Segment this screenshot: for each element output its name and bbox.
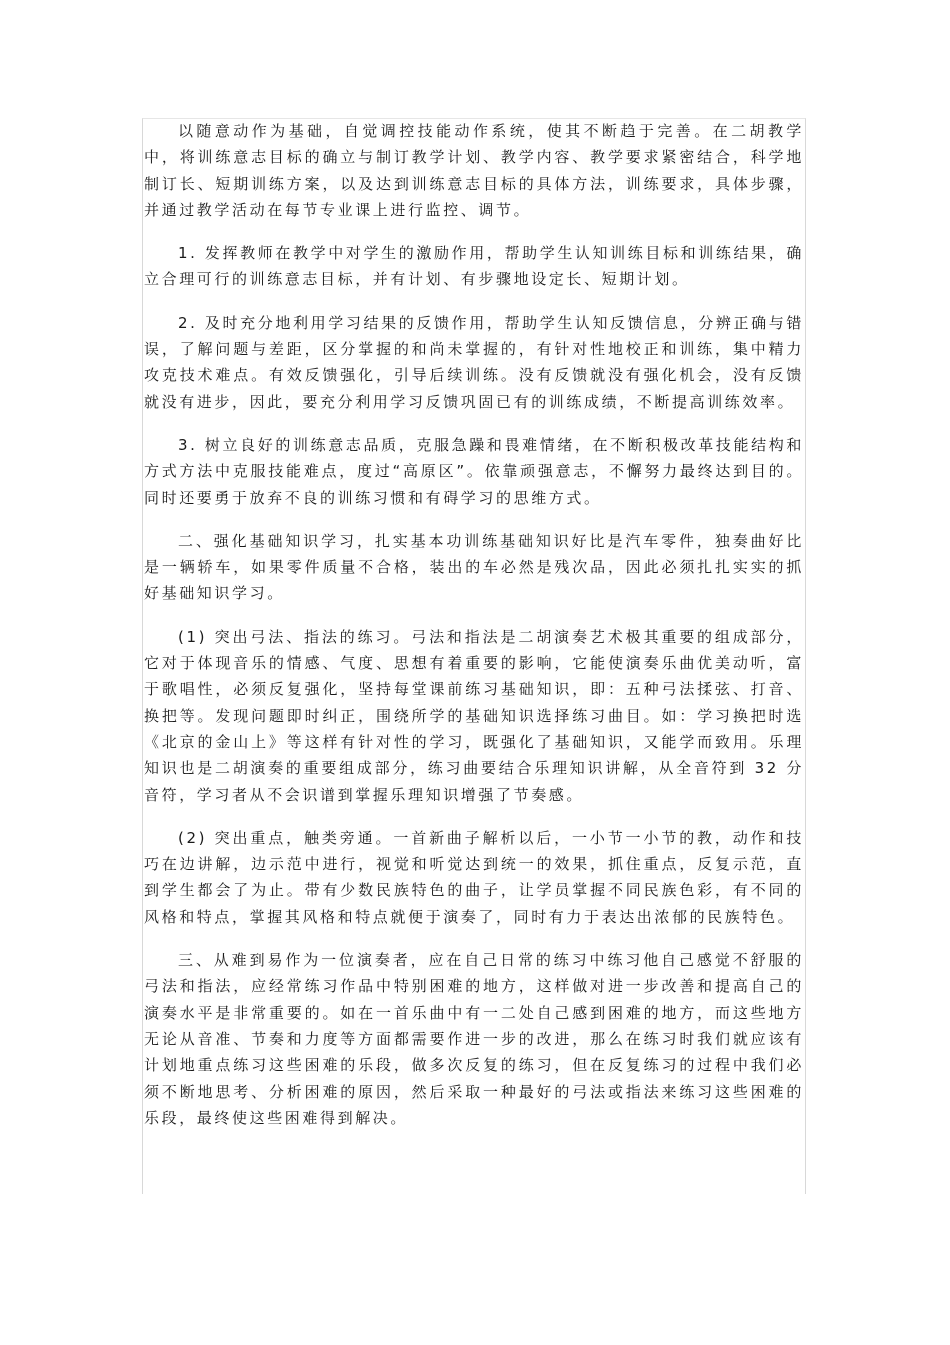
paragraph-gap — [144, 415, 804, 432]
paragraph-gap — [144, 511, 804, 528]
paragraph-gap — [144, 223, 804, 240]
paragraph-subpoint-2: (2) 突出重点，触类旁通。一首新曲子解析以后，一小节一小节的教，动作和技巧在边讲解，边示范中进行，视觉和听觉达到统一的效果，抓住重点，反复示范，直到学生都会了为止。带有少数民族特色的曲子，让学员掌握不同民族色彩，有不同的风格和特点，掌握其风格和特点就便于演奏了，同时有力于表达出浓郁的民族特色。 — [144, 828, 804, 926]
paragraph-gap — [144, 930, 804, 947]
paragraph-subpoint-1: (1) 突出弓法、指法的练习。弓法和指法是二胡演奏艺术极其重要的组成部分，它对于体现音乐的情感、气度、思想有着重要的影响，它能使演奏乐曲优美动听，富于歌唱性，必须反复强化，坚持每堂课前练习基础知识，即：五种弓法揉弦、打音、换把等。发现问题即时纠正，围绕所学的基础知识选择练习曲目。如：学习换把时选《北京的金山上》等这样有针对性的学习，既强化了基础知识，又能学而致用。乐理知识也是二胡演奏的重要组成部分，练习曲要结合乐理知识讲解，从全音符到 32 分音符，学习者从不会识谱到掌握乐理知识增强了节奏感。 — [144, 627, 804, 804]
paragraph-intro: 以随意动作为基础，自觉调控技能动作系统，使其不断趋于完善。在二胡教学中，将训练意志目标的确立与制订教学计划、教学内容、教学要求紧密结合，科学地制订长、短期训练方案，以及达到训练意志目标的具体方法，训练要求，具体步骤，并通过教学活动在每节专业课上进行监控、调节。 — [144, 122, 804, 219]
paragraph-section-3: 三、从难到易作为一位演奏者，应在自己日常的练习中练习他自己感觉不舒服的弓法和指法，应经常练习作品中特别困难的地方，这样做对进一步改善和提高自己的演奏水平是非常重要的。如在一首乐曲中有一二处自己感到困难的地方，而这些地方无论从音准、节奏和力度等方面都需要作进一步的改进，那么在练习时我们就应该有计划地重点练习这些困难的乐段，做多次反复的练习，但在反复练习的过程中我们必须不断地思考、分析困难的原因，然后采取一种最好的弓法或指法来练习这些困难的乐段，最终使这些困难得到解决。 — [144, 951, 804, 1127]
paragraph-section-2: 二、强化基础知识学习，扎实基本功训练基础知识好比是汽车零件，独奏曲好比是一辆轿车，如果零件质量不合格，装出的车必然是残次品，因此必须扎扎实实的抓好基础知识学习。 — [144, 531, 804, 603]
paragraph-gap — [144, 607, 804, 624]
paragraph-point-3: 3. 树立良好的训练意志品质，克服急躁和畏难情绪，在不断积极改革技能结构和方式方法中克服技能难点，度过“高原区”。依靠顽强意志，不懈努力最终达到目的。同时还要勇于放弃不良的训练习惯和有碍学习的思维方式。 — [144, 435, 804, 507]
document-body — [144, 118, 804, 1131]
paragraph-point-1: 1. 发挥教师在教学中对学生的激励作用，帮助学生认知训练目标和训练结果，确立合理可行的训练意志目标，并有计划、有步骤地设定长、短期计划。 — [144, 244, 804, 289]
paragraph-gap — [144, 293, 804, 310]
paragraph-gap — [144, 808, 804, 825]
paragraph-point-2: 2. 及时充分地利用学习结果的反馈作用，帮助学生认知反馈信息，分辨正确与错误，了解问题与差距，区分掌握的和尚未掌握的，有针对性地校正和训练，集中精力攻克技术难点。有效反馈强化，引导后续训练。没有反馈就没有强化机会，没有反馈就没有进步，因此，要充分利用学习反馈巩固已有的训练成绩，不断提高训练效率。 — [144, 313, 804, 411]
